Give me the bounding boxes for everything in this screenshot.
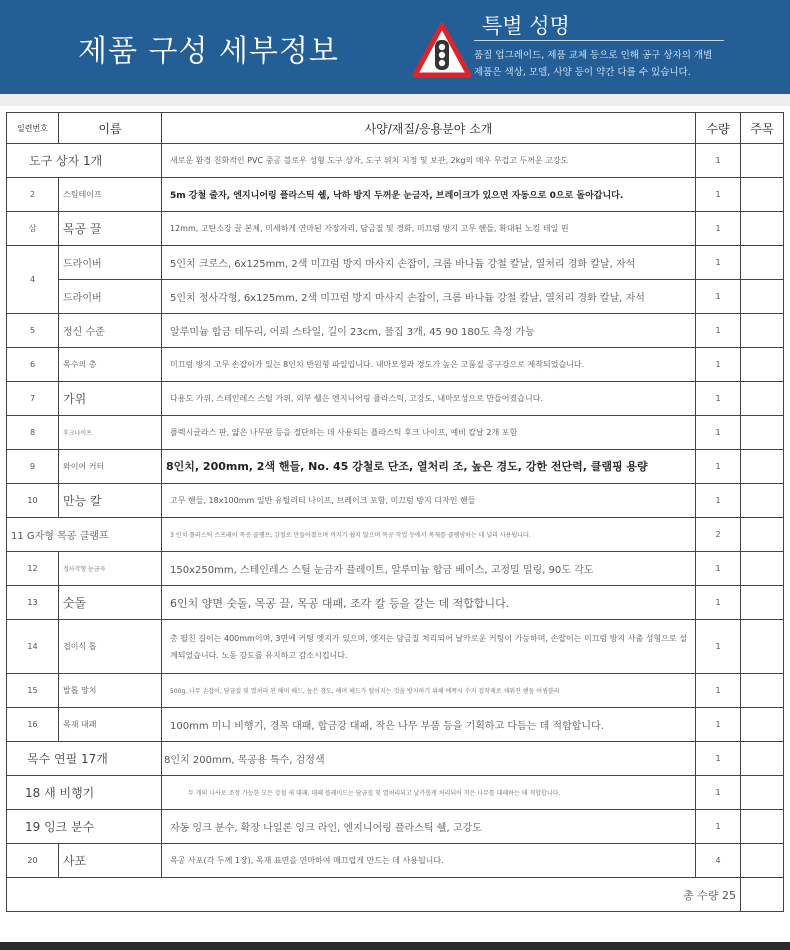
- row-note: [741, 552, 784, 586]
- row-spec: 100mm 미니 비행기, 경목 대패, 합금강 대패, 작은 나무 부품 등을 기획하고 다듬는 데 적합합니다.: [162, 708, 696, 742]
- row-note: [741, 416, 784, 450]
- row-note: [741, 144, 784, 178]
- row-spec: 8인치 200mm, 목공용 특수, 검정색: [162, 742, 696, 776]
- table-row: [7, 212, 784, 246]
- row-name: 발톱 망치: [59, 674, 162, 708]
- row-spec: 5인치 정사각형, 6x125mm, 2색 미끄럼 방지 마사지 손잡이, 크롬 바나듐 강철 칼날, 열처리 경화 칼날, 자석: [162, 280, 696, 314]
- row-name: 접이식 톱: [59, 620, 162, 674]
- row-no: 12: [7, 552, 59, 586]
- row-name: 목공 끌: [59, 212, 162, 246]
- row-qty: 1: [696, 810, 741, 844]
- row-qty: 1: [696, 552, 741, 586]
- row-qty: 1: [696, 416, 741, 450]
- row-no: 16: [7, 708, 59, 742]
- total-row: [7, 878, 784, 912]
- table-row: [7, 484, 784, 518]
- row-note: [741, 708, 784, 742]
- table-row: [7, 348, 784, 382]
- table-row: [7, 246, 784, 280]
- row-spec: 알루미늄 합금 테두리, 어뢰 스타일, 길이 23cm, 물집 3개, 45 90 180도 측정 가능: [162, 314, 696, 348]
- table-row: [7, 776, 784, 810]
- row-name: 후크나이프: [59, 416, 162, 450]
- row-spec: 150x250mm, 스테인레스 스틸 눈금자 플레이트, 알루미늄 합금 베이스, 고정밀 밀링, 90도 각도: [162, 552, 696, 586]
- row-no: 2: [7, 178, 59, 212]
- row-spec: 새로운 환경 친화적인 PVC 중공 블로우 성형 도구 상자, 도구 위치 지정 및 보관, 2kg의 매우 무겁고 두꺼운 고강도: [162, 144, 696, 178]
- row-merged-name: 도구 상자 1개: [7, 144, 162, 178]
- row-spec: 다용도 가위, 스테인레스 스틸 가위, 외부 쉘은 엔지니어링 플라스틱, 고강도, 내마모성으로 만들어졌습니다.: [162, 382, 696, 416]
- header-name: 이름: [59, 113, 162, 144]
- row-note: [741, 280, 784, 314]
- row-no: 9: [7, 450, 59, 484]
- row-spec: 자동 잉크 분수, 확장 나일론 잉크 라인, 엔지니어링 플라스틱 쉘, 고강도: [162, 810, 696, 844]
- row-qty: 1: [696, 620, 741, 674]
- row-no: 7: [7, 382, 59, 416]
- row-spec: 플렉시글라스 판, 얇은 나무판 등을 절단하는 데 사용되는 플라스틱 후크 나이프, 예비 칼날 2개 포함: [162, 416, 696, 450]
- row-note: [741, 674, 784, 708]
- row-note: [741, 742, 784, 776]
- row-note: [741, 314, 784, 348]
- row-name: 정신 수준: [59, 314, 162, 348]
- row-note: [741, 246, 784, 280]
- row-spec: 8인치, 200mm, 2색 핸들, No. 45 강철로 단조, 열처리 조, 높은 경도, 강한 전단력, 클램핑 용량: [162, 450, 696, 484]
- row-name: 스팀테이프: [59, 178, 162, 212]
- table-header-row: [7, 113, 784, 144]
- table-row: [7, 844, 784, 878]
- row-qty: 4: [696, 844, 741, 878]
- header-banner: [0, 0, 790, 94]
- row-no: 5: [7, 314, 59, 348]
- table-row: [7, 552, 784, 586]
- row-name: 정사각형 눈금자: [59, 552, 162, 586]
- bottom-bar: [0, 942, 790, 950]
- row-no: 20: [7, 844, 59, 878]
- row-qty: 1: [696, 144, 741, 178]
- row-name: 만능 칼: [59, 484, 162, 518]
- row-no: 10: [7, 484, 59, 518]
- row-no: 15: [7, 674, 59, 708]
- row-note: [741, 844, 784, 878]
- header-no: 일련번호: [7, 113, 59, 144]
- row-spec: 5인치 크로스, 6x125mm, 2색 미끄럼 방지 마사지 손잡이, 크롬 바나듐 강철 칼날, 열처리 경화 칼날, 자석: [162, 246, 696, 280]
- row-qty: 1: [696, 348, 741, 382]
- row-no: 삼: [7, 212, 59, 246]
- product-table: [6, 112, 784, 912]
- row-note: [741, 178, 784, 212]
- row-qty: 1: [696, 586, 741, 620]
- row-spec: 두 개의 나사로 조정 가능한 모든 강철 새 대패, 대패 블레이드는 담금질 및 열처리되고 날카롭게 처리되어 작은 나무를 대패하는 데 적합합니다.: [162, 776, 696, 810]
- row-no: 14: [7, 620, 59, 674]
- row-name: 드라이버: [59, 246, 162, 280]
- notice-text: 품질 업그레이드, 제품 교체 등으로 인해 공구 상자의 개별 제품은 색상, 모델, 사양 등이 약간 다를 수 있습니다.: [474, 50, 713, 78]
- table-row: [7, 416, 784, 450]
- row-merged-name: 18 새 비행기: [7, 776, 162, 810]
- row-spec: 500g, 나무 손잡이, 담금질 및 열처리 된 해머 헤드, 높은 경도, 해머 헤드가 떨어지는 것을 방지하기 위해 에폭시 수지 접착제로 채워진 핸들 어셈블리: [162, 674, 696, 708]
- row-name: 사포: [59, 844, 162, 878]
- row-qty: 1: [696, 178, 741, 212]
- row-no: 13: [7, 586, 59, 620]
- row-qty: 1: [696, 314, 741, 348]
- row-name: 목재 대패: [59, 708, 162, 742]
- row-name: 와이어 커터: [59, 450, 162, 484]
- table-row: [7, 450, 784, 484]
- row-note: [741, 382, 784, 416]
- table-row: [7, 674, 784, 708]
- row-no: 4: [7, 246, 59, 314]
- header-separator: [0, 94, 790, 106]
- table-row: [7, 178, 784, 212]
- row-spec: 고무 핸들, 18x100mm 일반 유틸리티 나이프, 브레이크 포함, 미끄럼 방지 디자인 핸들: [162, 484, 696, 518]
- table-row: [7, 382, 784, 416]
- table-row: [7, 314, 784, 348]
- row-note: [741, 212, 784, 246]
- total-note: [741, 878, 784, 912]
- row-spec: 5m 강철 줄자, 엔지니어링 플라스틱 쉘, 낙하 방지 두꺼운 눈금자, 브레이크가 있으면 자동으로 0으로 돌아갑니다.: [162, 178, 696, 212]
- table-row: [7, 586, 784, 620]
- row-name: 목수의 총: [59, 348, 162, 382]
- row-no: 8: [7, 416, 59, 450]
- row-spec: 목공 사포(각 두께 1장), 목재 표면을 연마하여 매끄럽게 만드는 데 사용됩니다.: [162, 844, 696, 878]
- row-merged-name: 목수 연필 17개: [7, 742, 162, 776]
- table-row: [7, 620, 784, 674]
- row-note: [741, 586, 784, 620]
- page-title: 제품 구성 세부정보: [78, 34, 339, 69]
- row-note: [741, 776, 784, 810]
- row-name: 가위: [59, 382, 162, 416]
- table-row: [7, 518, 784, 552]
- row-note: [741, 348, 784, 382]
- header-note: 주목: [741, 113, 784, 144]
- table-row: [7, 280, 784, 314]
- row-name: 드라이버: [59, 280, 162, 314]
- table-row: [7, 708, 784, 742]
- row-note: [741, 620, 784, 674]
- row-qty: 1: [696, 484, 741, 518]
- total-quantity: 총 수량 25: [7, 878, 741, 912]
- row-qty: 1: [696, 708, 741, 742]
- row-spec: 6인치 양면 숫돌, 목공 끌, 목공 대패, 조각 칼 등을 갈는 데 적합합니다.: [162, 586, 696, 620]
- header-spec: 사양/재질/응용분야 소개: [162, 113, 696, 144]
- table-row: [7, 144, 784, 178]
- row-qty: 1: [696, 776, 741, 810]
- row-qty: 1: [696, 742, 741, 776]
- row-qty: 1: [696, 674, 741, 708]
- table-row: [7, 810, 784, 844]
- row-qty: 1: [696, 212, 741, 246]
- row-qty: 1: [696, 246, 741, 280]
- notice-divider: [474, 40, 724, 41]
- notice-title: 특별 성명: [482, 14, 570, 38]
- row-no: 6: [7, 348, 59, 382]
- row-note: [741, 484, 784, 518]
- row-spec: 12mm, 고탄소강 끌 본체, 미세하게 연마된 가장자리, 담금질 및 경화, 미끄럼 방지 고무 핸들, 확대된 노킹 테일 핀: [162, 212, 696, 246]
- row-qty: 1: [696, 280, 741, 314]
- row-spec: 미끄럼 방지 고무 손잡이가 있는 8인치 반원형 파일입니다. 내마모성과 경도가 높은 고품질 공구강으로 제작되었습니다.: [162, 348, 696, 382]
- row-qty: 2: [696, 518, 741, 552]
- row-qty: 1: [696, 382, 741, 416]
- table-row: [7, 742, 784, 776]
- row-note: [741, 450, 784, 484]
- row-note: [741, 518, 784, 552]
- row-spec: 3 인치 플라스틱 스프레이 목공 클램프, 강철로 만들어졌으며 꺼지기 쉽지 않으며 목공 작업 등에서 목재를 클램핑하는 데 널리 사용됩니다.: [162, 518, 696, 552]
- row-note: [741, 810, 784, 844]
- row-merged-name: 11 G자형 목공 클램프: [7, 518, 162, 552]
- header-qty: 수량: [696, 113, 741, 144]
- row-name: 숫돌: [59, 586, 162, 620]
- warning-triangle-icon: [412, 22, 472, 78]
- row-spec: 총 펼친 길이는 400mm이며, 3면에 커팅 엣지가 있으며, 엣지는 담금질 처리되어 날카로운 커팅이 가능하며, 손잡이는 미끄럼 방지 사출 성형으로 설계되었습니다. 노동 강도를 유지하고 감소시킵니다.: [162, 620, 696, 674]
- row-qty: 1: [696, 450, 741, 484]
- row-merged-name: 19 잉크 분수: [7, 810, 162, 844]
